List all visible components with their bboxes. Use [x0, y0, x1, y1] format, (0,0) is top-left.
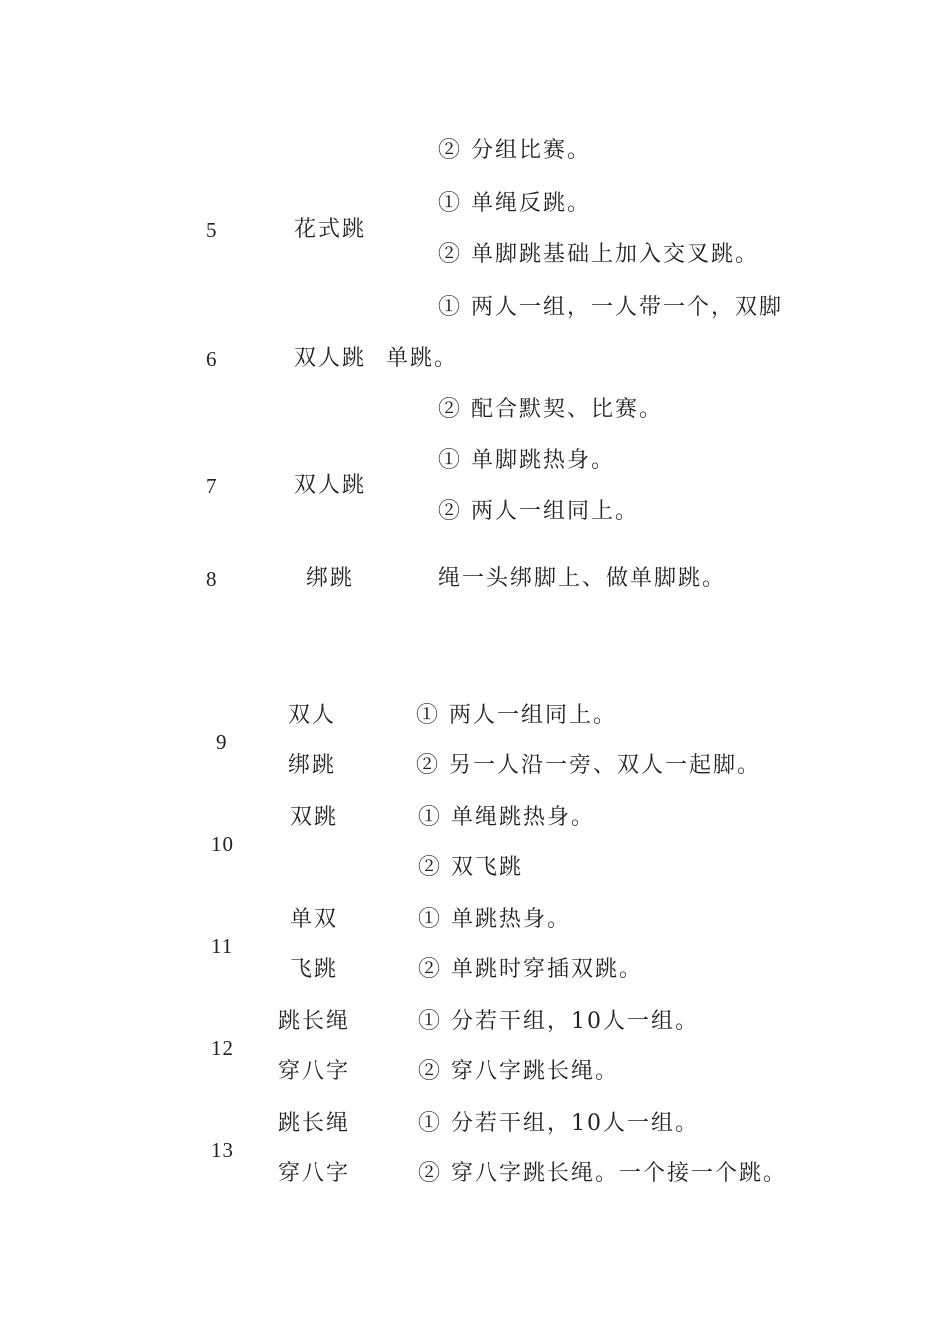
row5-step1: ① 单绳反跳。 [438, 191, 591, 216]
row9-step1: ① 两人一组同上。 [416, 703, 617, 728]
row4-step2: ② 分组比赛。 [438, 138, 591, 163]
row6-step1-continued: 单跳。 [386, 346, 459, 371]
row13-name-line2: 穿八字 [277, 1161, 350, 1186]
row7-name: 双人跳 [293, 473, 366, 498]
row8-name: 绑跳 [305, 566, 354, 591]
row8-content: 绳一头绑脚上、做单脚跳。 [438, 566, 727, 591]
row7-step2: ② 两人一组同上。 [438, 499, 639, 524]
row11-name-line1: 单双 [289, 907, 338, 932]
row5-number: 5 [206, 218, 218, 242]
row13-step1: ① 分若干组，10人一组。 [418, 1111, 699, 1136]
row8-number: 8 [206, 567, 218, 591]
row5-name: 花式跳 [293, 217, 366, 242]
row13-name-line1: 跳长绳 [277, 1111, 350, 1136]
row13-step2: ② 穿八字跳长绳。一个接一个跳。 [418, 1161, 787, 1186]
row10-step2: ② 双飞跳 [418, 855, 523, 880]
row6-step1: ① 两人一组，一人带一个，双脚 [438, 295, 783, 320]
row9-step2: ② 另一人沿一旁、双人一起脚。 [416, 753, 761, 778]
row13-number: 13 [211, 1138, 234, 1162]
row12-number: 12 [211, 1036, 234, 1060]
row6-name: 双人跳 [293, 346, 366, 371]
row7-step1: ① 单脚跳热身。 [438, 448, 615, 473]
row12-step2: ② 穿八字跳长绳。 [418, 1059, 619, 1084]
row11-step2: ② 单跳时穿插双跳。 [418, 957, 643, 982]
row9-name-line1: 双人 [287, 703, 336, 728]
row10-number: 10 [211, 832, 234, 856]
row12-name-line1: 跳长绳 [277, 1009, 350, 1034]
row11-number: 11 [211, 934, 234, 958]
row11-step1: ① 单跳热身。 [418, 907, 571, 932]
row6-step2: ② 配合默契、比赛。 [438, 397, 663, 422]
row12-name-line2: 穿八字 [277, 1059, 350, 1084]
row10-name: 双跳 [289, 805, 338, 830]
row9-number: 9 [216, 730, 228, 754]
row6-number: 6 [206, 347, 218, 371]
row11-name-line2: 飞跳 [289, 957, 338, 982]
row12-step1: ① 分若干组，10人一组。 [418, 1009, 699, 1034]
row5-step2: ② 单脚跳基础上加入交叉跳。 [438, 242, 759, 267]
row7-number: 7 [206, 474, 218, 498]
row10-step1: ① 单绳跳热身。 [418, 805, 595, 830]
row9-name-line2: 绑跳 [287, 753, 336, 778]
